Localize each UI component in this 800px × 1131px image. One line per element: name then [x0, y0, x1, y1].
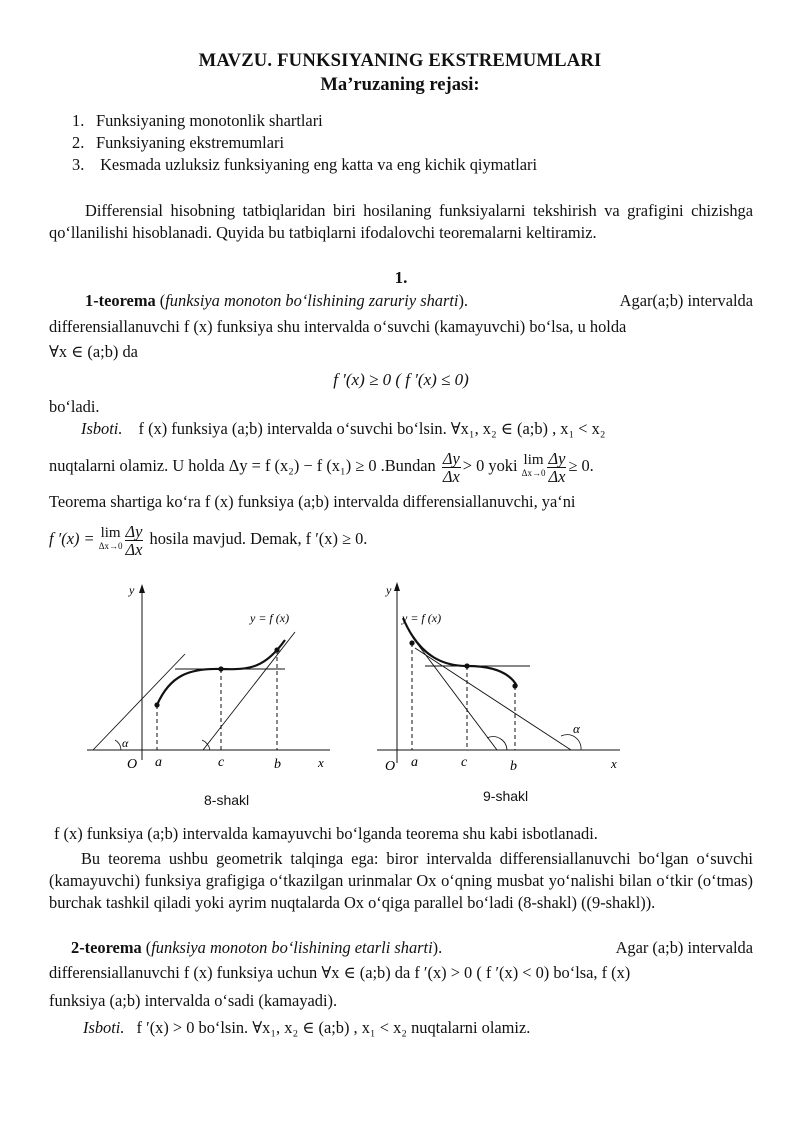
figure-8 [85, 580, 340, 775]
proof1-text: f ′(x) = [49, 529, 95, 548]
origin-label: O [385, 759, 396, 773]
theorem2-line1: 2-teorema (funksiya monoton bo‘lishining etarli sharti). Agar (a;b) intervalda [71, 938, 753, 957]
fraction-numerator: Δy [548, 448, 566, 468]
point-a-label: a [411, 755, 418, 770]
figure-8-caption: 8-shakl [204, 792, 250, 808]
theorem1-line2: differensiallanuvchi f (x) funksiya shu intervalda o‘suvchi (kamayuvchi) bo‘lsa, u holda [49, 317, 627, 336]
theorem1-label: 1-teorema [85, 291, 156, 310]
function-label: y = f (x) [402, 611, 442, 625]
limit-word: lim [100, 525, 121, 542]
proof1-text: ≥ 0. [568, 456, 594, 475]
plan-number: 2. [72, 133, 85, 152]
section-number: 1. [394, 268, 408, 287]
fraction-numerator: Δy [125, 521, 143, 541]
origin-label: O [127, 757, 138, 772]
theorem1-formula: f ′(x) ≥ 0 ( f ′(x) ≤ 0) [333, 370, 469, 389]
alpha-label: α [573, 721, 580, 736]
fraction [547, 450, 566, 485]
point-a-label: a [155, 755, 162, 770]
figure-9 [375, 578, 630, 773]
fraction-denominator: Δx [125, 539, 143, 559]
geometric-paragraph: Bu teorema ushbu geometrik talqinga ega: biror intervalda differensiallanuvchi bo‘lgan o‘suvchi (kamayuvchi) funksiya grafigiga o‘tkazilgan urinmalar Ox o‘qning musbat yo‘nalishi bilan o‘tkir (o‘tmas) burchak tashkil qiladi yoki ayrim nuqtalarda Ox o‘qiga parallel bo‘ladi (8-shakl) ((9-shakl)). [49, 849, 753, 912]
lecture-title: MAVZU. FUNKSIYANING EKSTREMUMLARI [198, 50, 602, 71]
plan-text: Kesmada uzluksiz funksiyaning eng katta va eng kichik qiymatlari [96, 155, 538, 174]
point-c-label: c [218, 755, 225, 770]
proof1-line4 [49, 516, 753, 562]
fraction-denominator: Δx [442, 466, 460, 486]
figure-9-caption: 9-shakl [483, 788, 529, 804]
fraction [442, 450, 461, 485]
proof1-text: nuqtalarni olamiz. U holda Δy = f (x₂) − f (x₁) ≥ 0 .Bundan [49, 456, 436, 475]
theorem1-name: funksiya monoton bo‘lishining zaruriy sharti [165, 291, 459, 310]
plan-text: Funksiyaning monotonlik shartlari [96, 111, 323, 130]
y-axis-label: y [386, 583, 392, 597]
limit [522, 454, 546, 480]
theorem2-label: 2-teorema [71, 938, 142, 957]
theorem1-line3: ∀x ∈ (a;b) da [49, 342, 138, 361]
point-b-label: b [510, 759, 517, 773]
alpha-label: α [122, 736, 129, 750]
fraction-denominator: Δx [548, 466, 566, 486]
function-curve [403, 618, 517, 686]
plan-item [72, 154, 752, 176]
function-label: y = f (x) [250, 611, 290, 625]
point-c-label: c [461, 755, 468, 770]
proof1-text: > 0 yoki [462, 456, 518, 475]
theorem1-condition: Agar(a;b) intervalda [619, 291, 753, 310]
proof2-label: Isboti. [83, 1018, 125, 1037]
proof1-line1 [49, 418, 753, 440]
after-line: f (x) funksiya (a;b) intervalda kamayuvchi bo‘lganda teorema shu kabi isbotlanadi. [54, 824, 598, 843]
point-b-label: b [274, 757, 281, 772]
intro-paragraph: Differensial hisobning tatbiqlaridan biri hosilaning funksiyalarni tekshirish va grafigini chizishga qo‘llanilishi hisoblanadi. Quyida bu tatbiqlarni ifodalovchi teoremalarni keltiramiz. [49, 201, 753, 242]
fraction [125, 523, 144, 558]
y-axis-label: y [129, 583, 135, 597]
fraction-numerator: Δy [442, 448, 460, 468]
proof2-text: f ′(x) > 0 bo‘lsin. ∀x₁, x₂ ∈ (a;b) , x₁ < x₂ nuqtalarni olamiz. [136, 1018, 531, 1037]
limit [99, 527, 123, 553]
theorem2-line3: funksiya (a;b) intervalda o‘sadi (kamayadi). [49, 991, 338, 1010]
proof1-text: f (x) funksiya (a;b) intervalda o‘suvchi bo‘lsin. ∀x₁, x₂ ∈ (a;b) , x₁ < x₂ [138, 419, 606, 438]
lecture-subtitle: Ma’ruzaning rejasi: [320, 74, 480, 95]
theorem1-line4: bo‘ladi. [49, 397, 100, 416]
theorem1-line1: 1-teorema (funksiya monoton bo‘lishining zaruriy sharti). Agar(a;b) intervalda [85, 291, 753, 310]
limit-subscript: Δx→0 [521, 468, 546, 479]
theorem2-line2: differensiallanuvchi f (x) funksiya uchun ∀x ∈ (a;b) da f ′(x) > 0 ( f ′(x) < 0) bo‘lsa, f (x) [49, 963, 631, 982]
x-axis-label: x [318, 755, 324, 770]
plan-list [72, 110, 752, 176]
plan-item [72, 110, 752, 132]
plan-number: 3. [72, 155, 85, 174]
proof1-text: hosila mavjud. Demak, f ′(x) ≥ 0. [149, 529, 368, 548]
limit-word: lim [523, 452, 544, 469]
plan-item [72, 132, 752, 154]
x-axis-label: x [611, 756, 617, 771]
proof1-line2 [49, 443, 753, 489]
theorem2-name: funksiya monoton bo‘lishining etarli sharti [151, 938, 433, 957]
plan-number: 1. [72, 111, 85, 130]
theorem2-condition: Agar (a;b) intervalda [615, 938, 753, 957]
proof1-label: Isboti. [81, 419, 123, 438]
proof1-line3: Teorema shartiga ko‘ra f (x) funksiya (a;b) intervalda differensiallanuvchi, ya‘ni [49, 492, 576, 511]
limit-subscript: Δx→0 [98, 541, 123, 552]
plan-text: Funksiyaning ekstremumlari [96, 133, 285, 152]
proof2-line [49, 1017, 753, 1039]
